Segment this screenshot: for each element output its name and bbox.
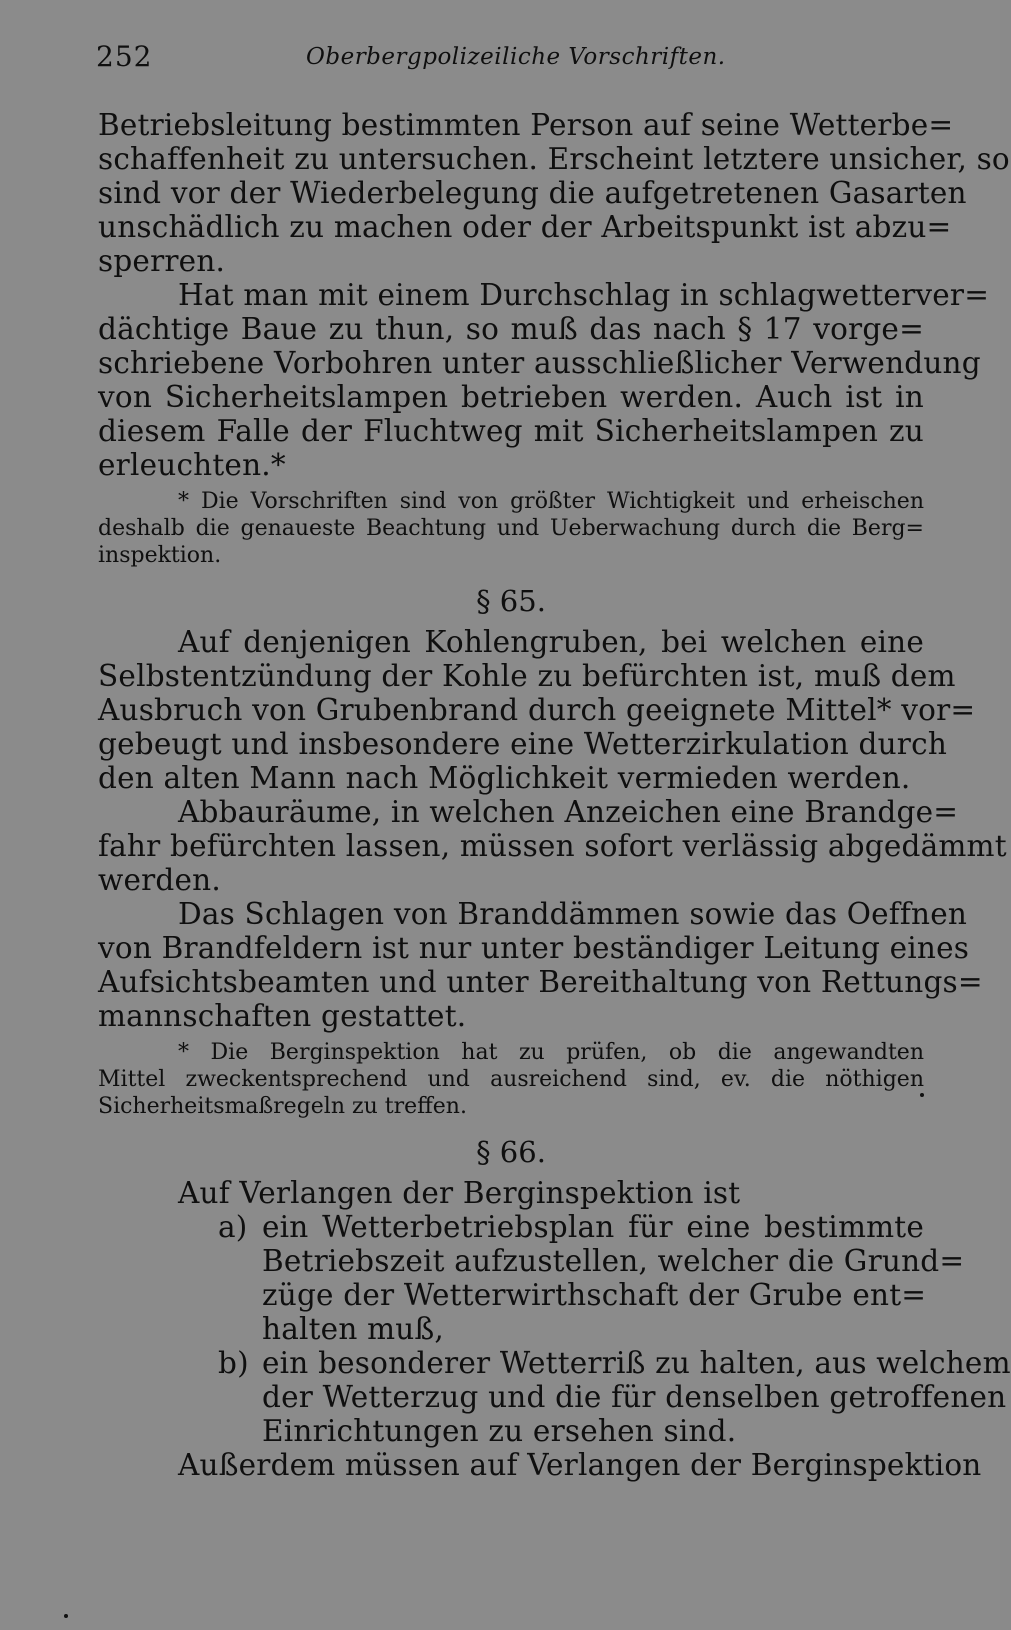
text-line: Außerdem müssen auf Verlangen der Berginspektion [178,1448,982,1482]
paragraph-65-1 [98,625,976,795]
text-line: sind vor der Wiederbelegung die aufgetretenen Gasarten [98,176,967,210]
text-line: von Sicherheitslampen betrieben werden. Auch ist in [98,380,924,414]
paragraph-durchschlag [98,278,990,482]
text-line: unschädlich zu machen oder der Arbeitspunkt ist abzu= [98,210,952,244]
footnote-line: Sicherheitsmaßregeln zu treffen. [98,1094,467,1119]
list-marker: a) [218,1210,248,1244]
paragraph-65-3 [98,897,983,1033]
text-line: den alten Mann nach Möglichkeit vermieden werden. [98,761,911,795]
text-line: sperren. [98,244,226,278]
text-line: züge der Wetterwirthschaft der Grube ent= [262,1278,927,1312]
footnote [98,488,924,569]
footnote-line: deshalb die genaueste Beachtung und Ueberwachung durch die Berg= [98,516,924,541]
list-item-text: ein besonderer Wetterriß zu halten, aus welchem [262,1346,1011,1380]
scan-speck [920,1093,924,1097]
section-heading-66: § 66. [476,1135,546,1169]
text-line: Das Schlagen von Branddämmen sowie das Oeffnen [178,897,968,931]
list-item-a [98,1210,965,1346]
text-line: erleuchten.* [98,448,286,482]
list-item-first-line [98,1346,1011,1380]
paragraph-continuation [98,108,1010,278]
page-header [96,40,926,80]
scan-speck [64,1614,68,1618]
text-line: Betriebsleitung bestimmten Person auf seine Wetterbe= [98,108,954,142]
text-line: Selbstentzündung der Kohle zu befürchten ist, muß dem [98,659,956,693]
page-number: 252 [96,40,153,73]
text-line: Betriebszeit aufzustellen, welcher die Grund= [262,1244,965,1278]
text-line: Ausbruch von Grubenbrand durch geeignete Mittel* vor= [98,693,976,727]
text-line: Einrichtungen zu ersehen sind. [262,1414,737,1448]
text-line: der Wetterzug und die für denselben getroffenen [262,1380,1007,1414]
paragraph-65-2 [98,795,1007,897]
text-line: schaffenheit zu untersuchen. Erscheint letztere unsicher, so [98,142,1010,176]
list-item-text: ein Wetterbetriebsplan für eine bestimmte [262,1210,924,1244]
list-marker: b) [218,1346,249,1380]
footnote-line: inspektion. [98,543,222,568]
text-line: von Brandfeldern ist nur unter beständiger Leitung eines [98,931,970,965]
text-line: Abbauräume, in welchen Anzeichen eine Brandge= [178,795,959,829]
page-body [98,108,1011,1482]
text-line: mannschaften gestattet. [98,999,467,1033]
footnote-line: Mittel zweckentsprechend und ausreichend sind, ev. die nöthigen [98,1067,924,1092]
text-line: gebeugt und insbesondere eine Wetterzirkulation durch [98,727,948,761]
running-title: Oberbergpolizeiliche Vorschriften. [306,44,726,70]
text-line: schriebene Vorbohren unter ausschließlicher Verwendung [98,346,981,380]
text-line: halten muß, [262,1312,444,1346]
footnote-line: * Die Vorschriften sind von größter Wichtigkeit und erheischen [178,489,924,514]
text-line: Auf Verlangen der Berginspektion ist [178,1176,741,1210]
footnote-line: * Die Berginspektion hat zu prüfen, ob die angewandten [178,1040,924,1065]
text-line: fahr befürchten lassen, müssen sofort verlässig abgedämmt [98,829,1007,863]
text-line: Auf denjenigen Kohlengruben, bei welchen eine [178,625,924,659]
text-line: diesem Falle der Fluchtweg mit Sicherheitslampen zu [98,414,924,448]
section-heading-65: § 65. [476,584,546,618]
text-line: werden. [98,863,221,897]
text-line: Hat man mit einem Durchschlag in schlagwetterver= [178,278,990,312]
text-line: dächtige Baue zu thun, so muß das nach § 17 vorge= [98,312,924,346]
text-line: Aufsichtsbeamten und unter Bereithaltung von Rettungs= [98,965,983,999]
list-item-first-line [98,1210,924,1244]
footnote [98,1039,924,1120]
list-item-b [98,1346,1011,1448]
